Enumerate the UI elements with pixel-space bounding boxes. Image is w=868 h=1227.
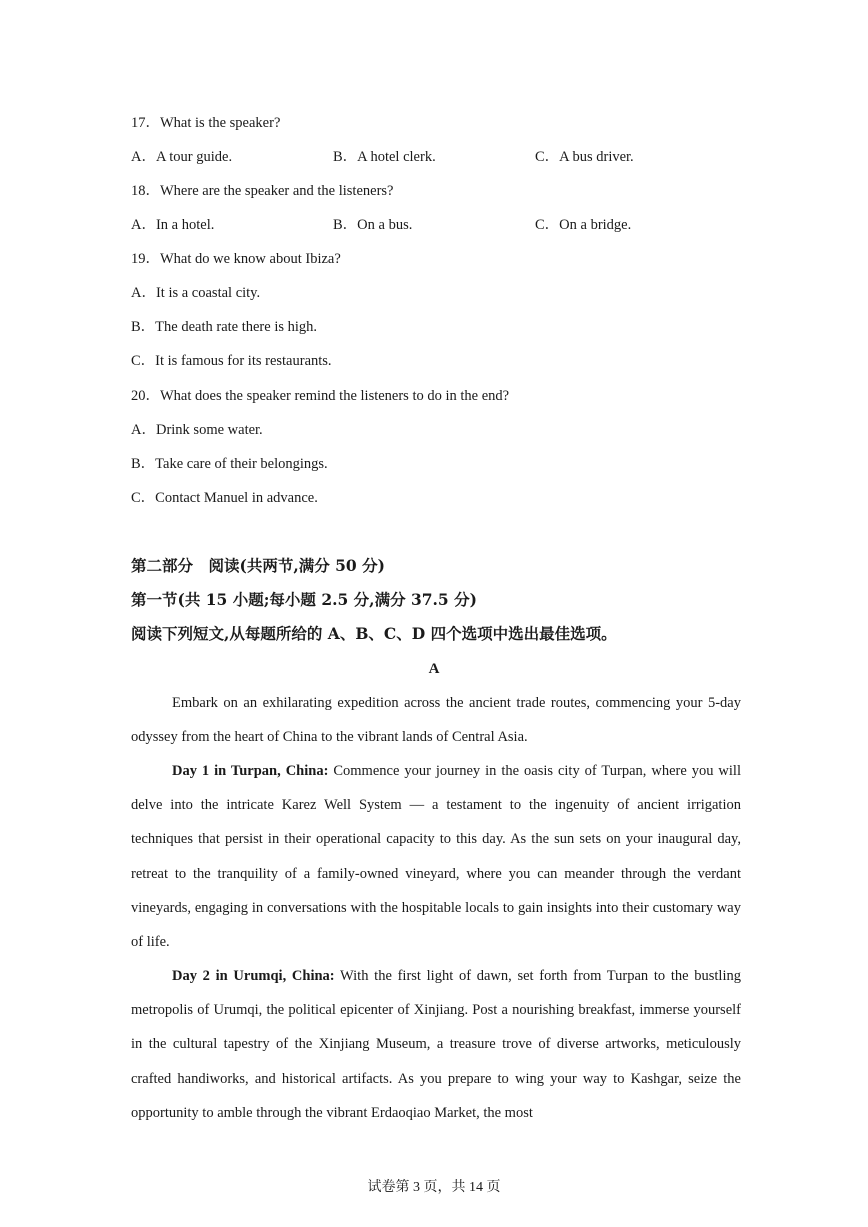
question-20-stem: 20．What does the speaker remind the listeners to do in the end? [131, 388, 510, 404]
question-19-option-a: A．It is a coastal city. [131, 285, 261, 301]
question-20-option-b: B．Take care of their belongings. [131, 456, 328, 472]
day1-text: Commence your journey in the oasis city of Turpan, where you will delve into the intricate Karez Well System — a testament to the ingenuity of ancient irrigation techniques that persist in their operational capacity to this day. As the sun sets on your inaugural day, retreat to the tranquility of a family-owned vineyard, where you can meander through the verdant vineyards, engaging in conversations with the hospitable locals to gain insights into their customary way of life. [131, 763, 741, 951]
question-18-option-c: C．On a bridge. [535, 217, 632, 233]
question-19-stem: 19．What do we know about Ibiza? [131, 251, 341, 267]
question-18-option-a: A．In a hotel. [131, 217, 215, 233]
part-heading: 第二部分 阅读(共两节,满分 50 分) [131, 556, 385, 575]
day2-text: With the first light of dawn, set forth from Turpan to the bustling metropolis of Urumqi, the political epicenter of Xinjiang. Post a nourishing breakfast, immerse yourself in the cultural tapestry of the Xinjiang Museum, a treasure trove of diverse artworks, meticulously crafted handiworks, and historical artifacts. As you prepare to wing your way to Kashgar, seize the opportunity to amble through the vibrant Erdaoqiao Market, the most [131, 968, 741, 1121]
question-18-option-b: B．On a bus. [333, 217, 413, 233]
day1-title: Day 1 in Turpan, China: [172, 763, 329, 779]
question-17-option-b: B．A hotel clerk. [333, 149, 436, 165]
question-17-stem: 17．What is the speaker? [131, 115, 281, 131]
question-19-option-b: B．The death rate there is high. [131, 319, 318, 335]
page-footer: 试卷第 3 页，共 14 页 [367, 1180, 501, 1195]
passage-intro-paragraph [131, 686, 741, 754]
question-20-option-a: A．Drink some water. [131, 422, 263, 438]
question-18-stem: 18．Where are the speaker and the listeners? [131, 183, 394, 199]
question-19-option-c: C．It is famous for its restaurants. [131, 353, 332, 369]
day1-paragraph [131, 754, 741, 959]
question-17-option-a: A．A tour guide. [131, 149, 233, 165]
question-20-option-c: C．Contact Manuel in advance. [131, 490, 318, 506]
day2-title: Day 2 in Urumqi, China: [172, 968, 335, 984]
subsection-heading: 第一节(共 15 小题;每小题 2.5 分,满分 37.5 分) [131, 590, 477, 609]
reading-instruction: 阅读下列短文,从每题所给的 A、B、C、D 四个选项中选出最佳选项。 [131, 624, 617, 643]
passage-label: A [428, 661, 440, 677]
question-17-option-c: C．A bus driver. [535, 149, 634, 165]
passage-intro-text: Embark on an exhilarating expedition across the ancient trade routes, commencing your 5-day odyssey from the heart of China to the vibrant lands of Central Asia. [131, 695, 741, 746]
day2-paragraph [131, 959, 741, 1130]
